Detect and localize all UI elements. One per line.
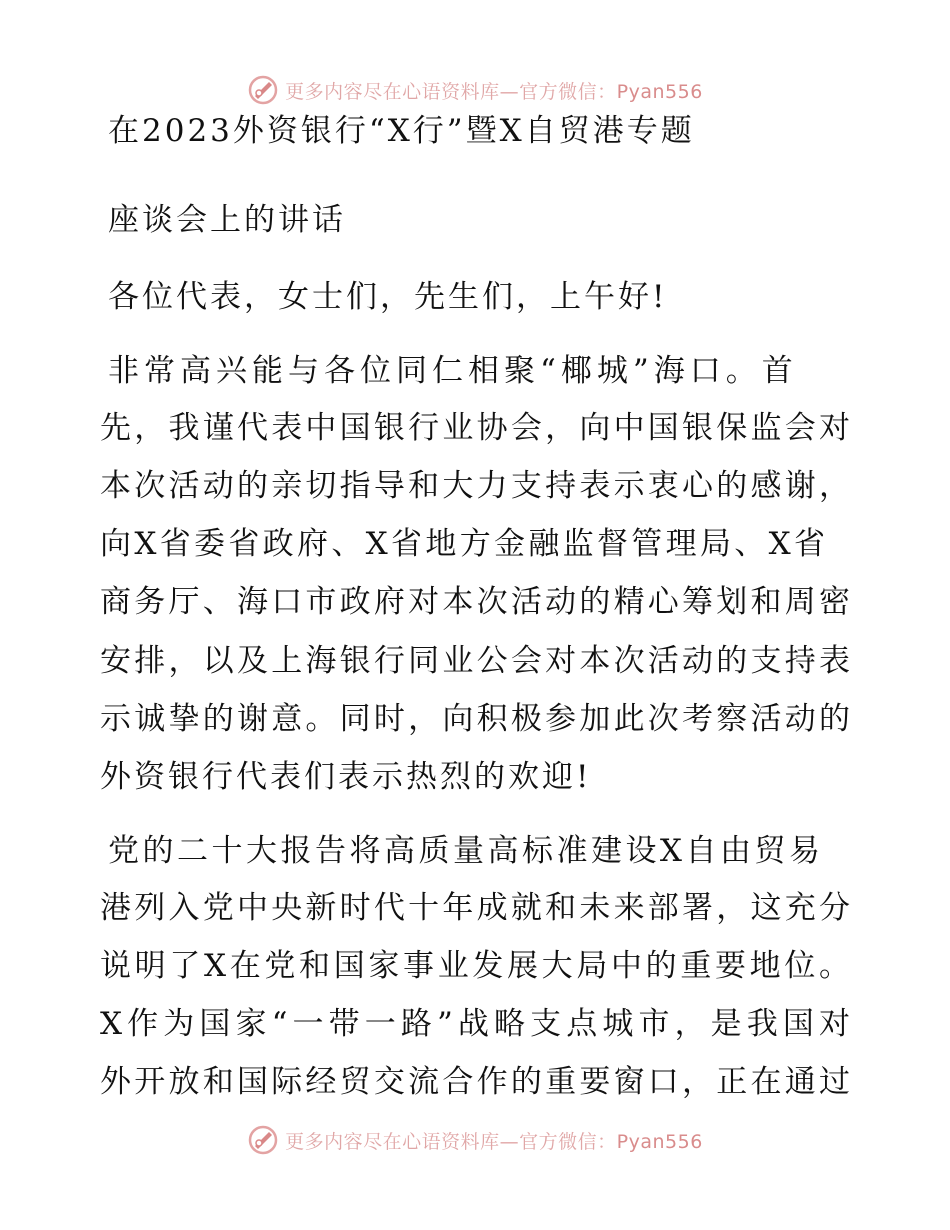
paragraph-line: X作为国家“一带一路”战略支点城市，是我国对 <box>100 1006 850 1042</box>
watermark-text: 更多内容尽在心语资料库—官方微信：Pyan556 <box>285 1130 703 1153</box>
document-title-line-1: 在2023外资银行“X行”暨X自贸港专题 <box>108 113 695 149</box>
paragraph-line: 港列入党中央新时代十年成就和未来部署，这充分 <box>100 890 850 926</box>
paragraph-line: 向X省委省政府、X省地方金融监督管理局、X省 <box>100 526 825 562</box>
watermark-text: 更多内容尽在心语资料库—官方微信：Pyan556 <box>285 80 703 103</box>
paragraph-line: 非常高兴能与各位同仁相聚“椰城”海口。首 <box>108 353 798 389</box>
document-title-line-2: 座谈会上的讲话 <box>108 202 346 238</box>
paragraph-line: 党的二十大报告将高质量高标准建设X自由贸易 <box>108 833 820 869</box>
paragraph-line: 商务厅、海口市政府对本次活动的精心筹划和周密 <box>100 584 850 620</box>
watermark-header <box>0 72 950 108</box>
paragraph-line: 先，我谨代表中国银行业协会，向中国银保监会对 <box>100 410 850 446</box>
watermark-footer <box>0 1122 950 1158</box>
paragraph-line: 外资银行代表们表示热烈的欢迎! <box>100 759 592 795</box>
paragraph-line: 说明了X在党和国家事业发展大局中的重要地位。 <box>100 948 850 984</box>
paragraph-line: 安排，以及上海银行同业公会对本次活动的支持表 <box>100 643 850 679</box>
paragraph-line: 外开放和国际经贸交流合作的重要窗口，正在通过 <box>100 1064 850 1100</box>
logo-icon <box>247 1124 279 1156</box>
paragraph-line: 本次活动的亲切指导和大力支持表示衷心的感谢， <box>100 468 850 504</box>
paragraph-line: 示诚挚的谢意。同时，向积极参加此次考察活动的 <box>100 701 850 737</box>
logo-icon <box>247 74 279 106</box>
greeting: 各位代表，女士们，先生们，上午好! <box>108 279 668 315</box>
